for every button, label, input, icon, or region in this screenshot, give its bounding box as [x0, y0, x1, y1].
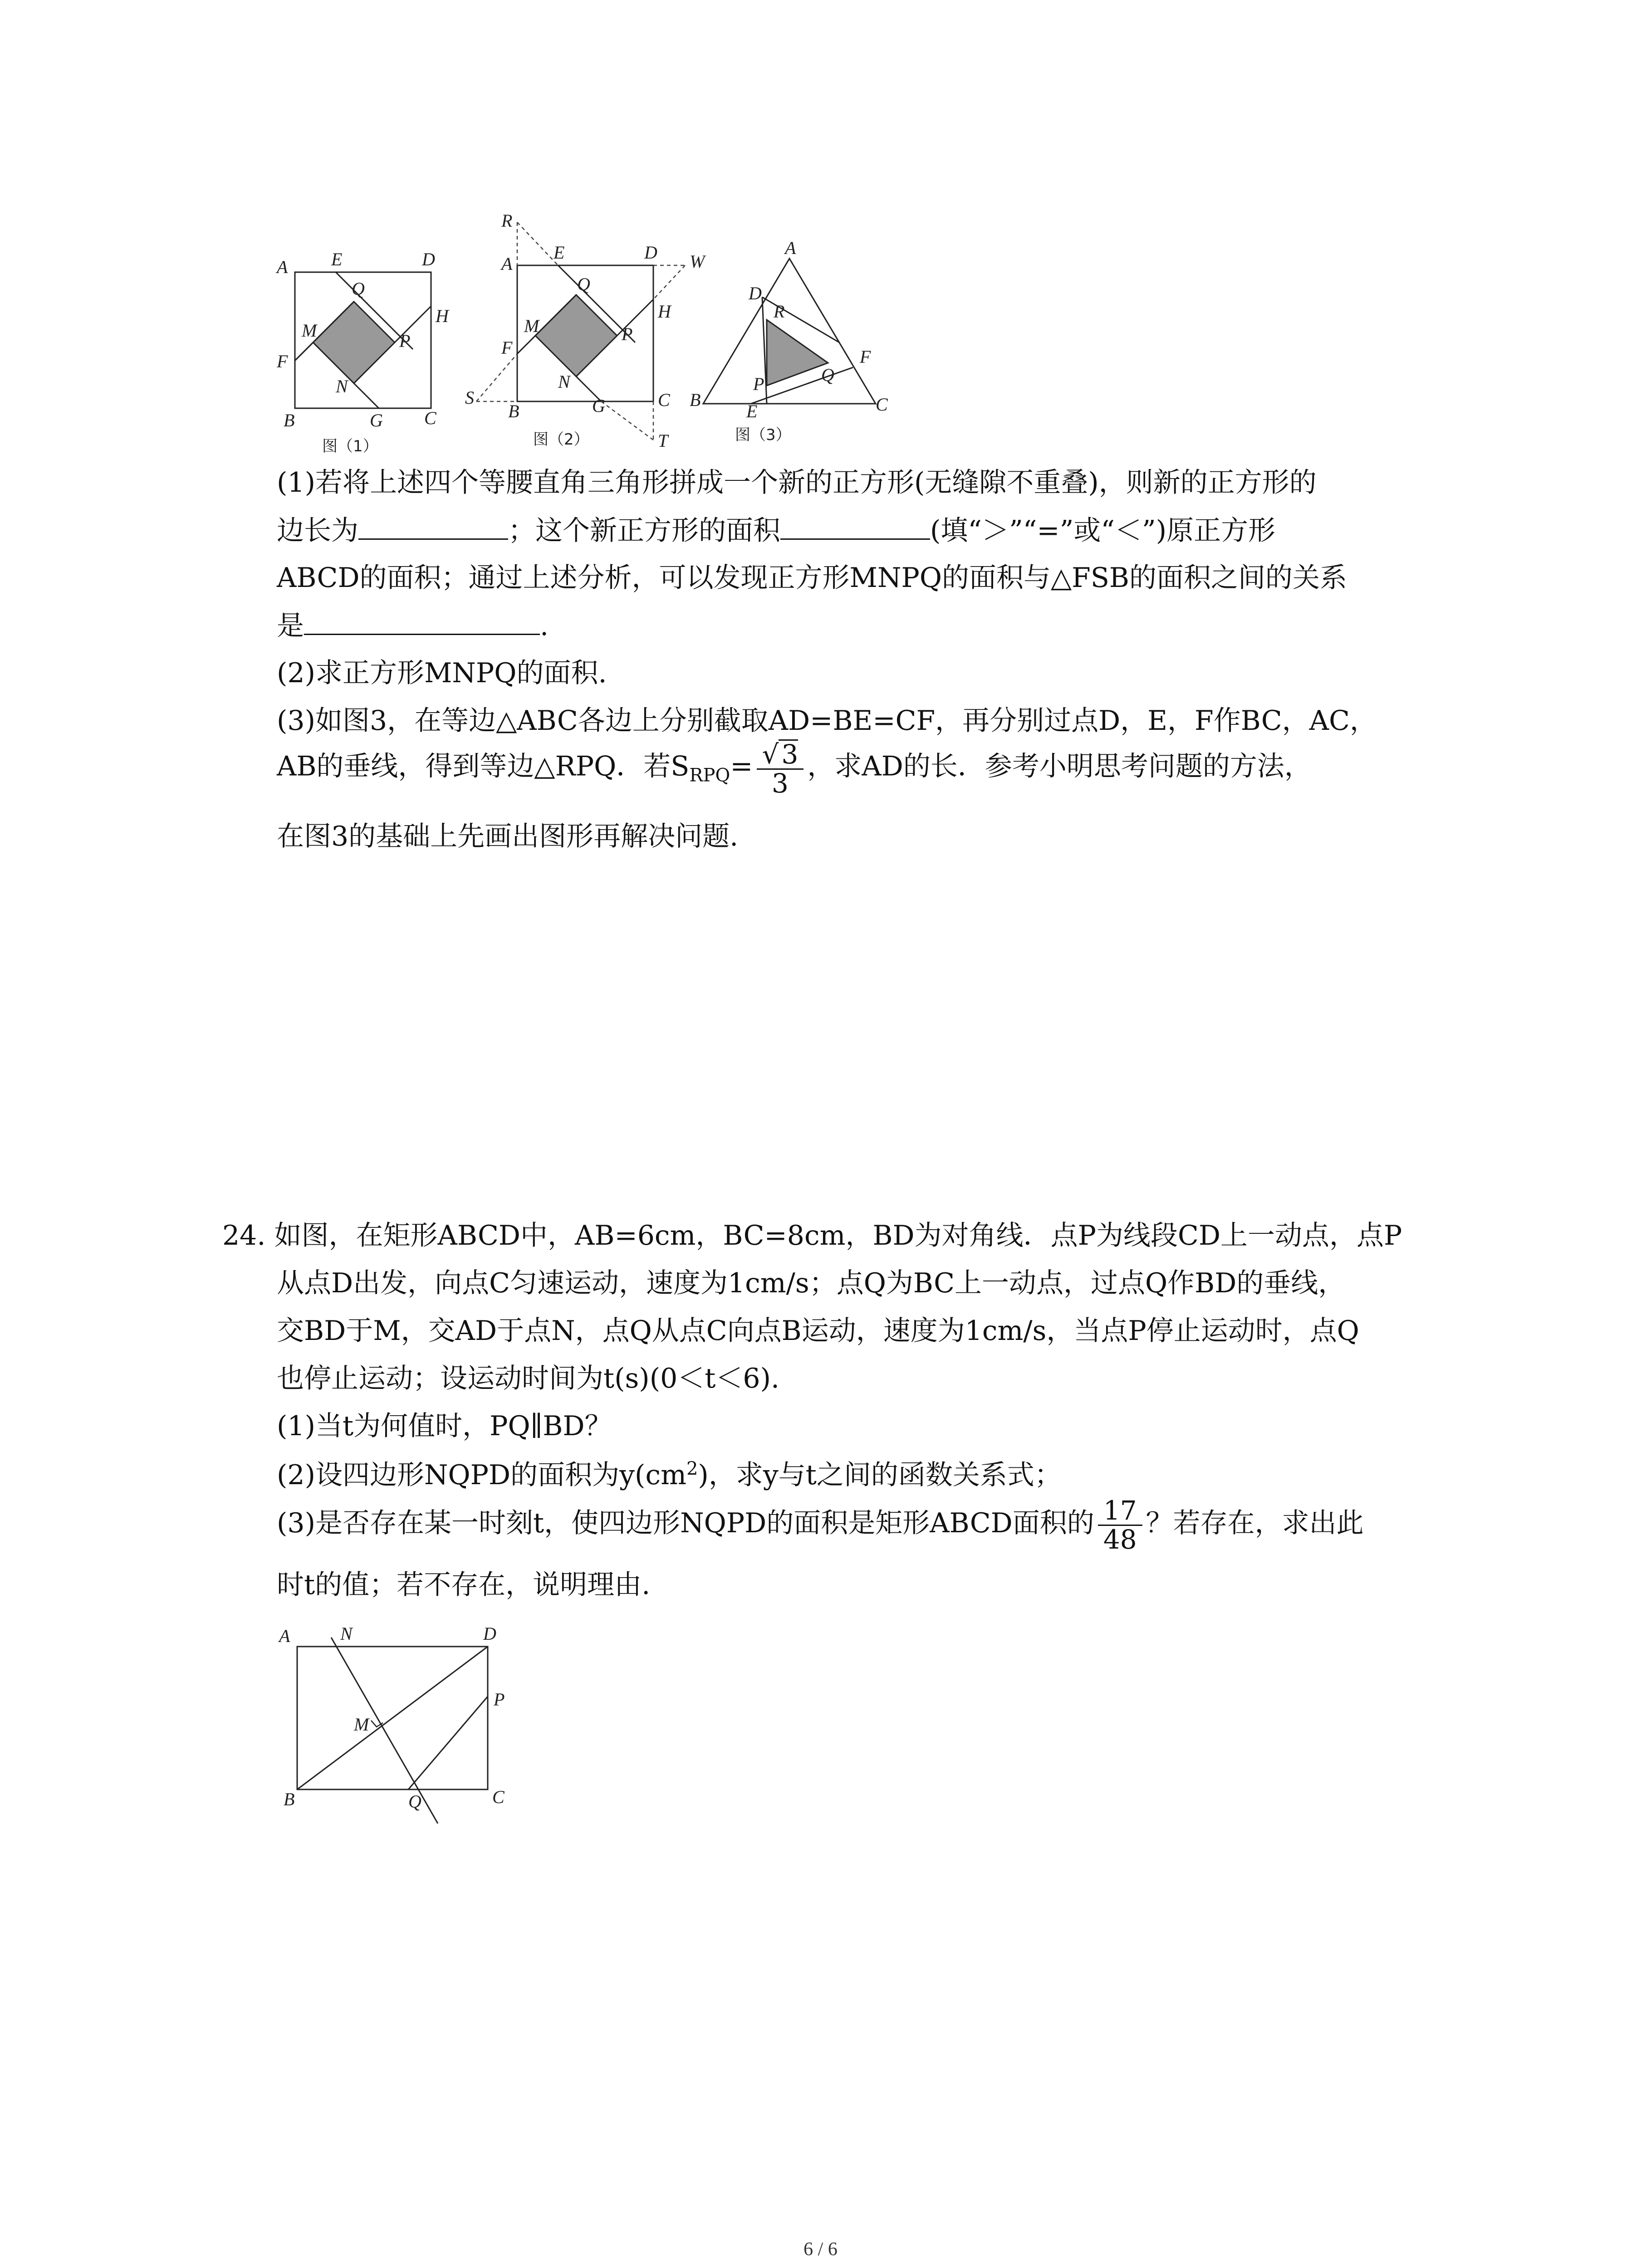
page-number: 6 / 6 — [803, 2239, 838, 2260]
fig3-caption: 图（3） — [735, 426, 791, 444]
fig3-label-p: P — [753, 374, 764, 394]
q24-part3-line2: 时t的值；若不存在，说明理由. — [277, 1569, 651, 1601]
fig3-label-f: F — [860, 347, 871, 367]
fig2-label-m: M — [524, 316, 539, 336]
blank-area-relation[interactable] — [304, 610, 540, 635]
fig3-label-b: B — [690, 390, 701, 410]
q24-line3: 交BD于M，交AD于点N，点Q从点C向点B运动，速度为1cm/s，当点P停止运动时，点Q — [277, 1315, 1359, 1347]
fig2-label-e: E — [554, 242, 565, 263]
fig2-label-b: B — [508, 401, 519, 421]
fig2-label-f: F — [501, 337, 513, 358]
q23-part3-line3: 在图3的基础上先画出图形再解决问题. — [277, 821, 739, 852]
q23-part1-line2: 边长为 ；这个新正方形的面积 (填“＞”“=”或“＜”)原正方形 — [277, 515, 1276, 547]
fig2-label-s: S — [465, 387, 474, 408]
q24-part3-line1: (3)是否存在某一时刻t，使四边形NQPD的面积是矩形ABCD面积的 $\frac{17}{48}$ ？若存在，求出此 — [277, 1495, 1364, 1555]
fig2-label-r: R — [501, 210, 513, 231]
fig1-label-e: E — [331, 249, 343, 269]
q24-line2: 从点D出发，向点C匀速运动，速度为1cm/s；点Q为BC上一动点，过点Q作BD的垂线， — [277, 1267, 1346, 1299]
fig1-label-h: H — [436, 306, 449, 326]
fig2-label-n: N — [558, 371, 570, 392]
fig1-label-n: N — [336, 376, 348, 396]
q24-line4: 也停止运动；设运动时间为t(s)(0＜t＜6). — [277, 1363, 780, 1394]
fig1-label-d: D — [422, 249, 435, 269]
fig3-label-a: A — [785, 238, 796, 258]
q24-fig-label-d: D — [483, 1623, 496, 1644]
fig2-label-h: H — [658, 301, 671, 322]
q24-fig-label-p: P — [494, 1689, 505, 1710]
fig1-label-c: C — [424, 408, 436, 428]
blank-area-compare[interactable] — [780, 515, 930, 540]
q24-fig-label-c: C — [492, 1787, 505, 1807]
fig3-label-q: Q — [821, 365, 834, 385]
figure-q24-rectangle — [272, 1619, 526, 1837]
q23-part1-line4: 是 . — [277, 610, 549, 642]
fig1-label-q: Q — [352, 279, 365, 299]
fig3-label-r: R — [774, 301, 785, 322]
q24-fig-label-a: A — [279, 1626, 290, 1646]
fig3-label-e: E — [746, 401, 758, 421]
q24-part1: (1)当t为何值时，PQ∥BD？ — [277, 1410, 612, 1442]
fig2-label-c: C — [658, 390, 670, 410]
q24-part2: (2)设四边形NQPD的面积为$y(cm^2)$，求y与t之间的函数关系式； — [277, 1458, 1062, 1491]
q24-fig-label-q: Q — [408, 1791, 421, 1812]
figure-1 — [268, 240, 458, 458]
fig2-label-g: G — [592, 396, 605, 416]
fig1-label-p: P — [399, 331, 411, 351]
fig1-label-m: M — [302, 320, 317, 341]
q23-part1-line1: (1)若将上述四个等腰直角三角形拼成一个新的正方形(无缝隙不重叠)，则新的正方形的 — [277, 467, 1317, 499]
fig3-label-d: D — [749, 283, 762, 303]
fig1-label-a: A — [277, 257, 288, 277]
q24-line1: 24. 如图，在矩形ABCD中，AB=6cm，BC=8cm，BD为对角线．点P为线段CD上一动点，点P — [222, 1220, 1402, 1251]
q23-part2: (2)求正方形MNPQ的面积. — [277, 657, 607, 689]
q23-part3-line2: AB的垂线，得到等边△RPQ．若$S_{RPQ}=$ $\frac{√ 3}{3}$ ，求AD的长．参考小明思考问题的方法， — [277, 739, 1312, 799]
fraction-sqrt3-over-3: $\frac{√ 3}{3}$ — [757, 739, 804, 797]
q24-fig-label-m: M — [354, 1714, 369, 1735]
fig3-label-c: C — [876, 394, 888, 415]
fig1-caption: 图（1） — [322, 437, 378, 455]
fig2-label-w: W — [690, 251, 705, 272]
fig2-label-t: T — [658, 430, 668, 451]
fig2-label-a: A — [501, 254, 513, 274]
fig2-label-p: P — [622, 324, 633, 344]
fig2-label-q: Q — [577, 274, 590, 294]
fig1-label-g: G — [370, 410, 383, 430]
fig2-label-d: D — [644, 242, 657, 263]
fig2-caption: 图（2） — [533, 430, 589, 449]
q24-fig-label-n: N — [340, 1623, 353, 1644]
fig1-label-b: B — [284, 410, 295, 430]
q24-fig-label-b: B — [284, 1789, 295, 1809]
q23-part1-line3: ABCD的面积；通过上述分析，可以发现正方形MNPQ的面积与△FSB的面积之间的关系 — [277, 562, 1347, 594]
figure-3 — [685, 236, 921, 449]
fraction-17-over-48: $\frac{17}{48}$ — [1098, 1497, 1142, 1554]
blank-side-length[interactable] — [358, 515, 508, 540]
q23-part3-line1: (3)如图3，在等边△ABC各边上分别截取AD=BE=CF，再分别过点D，E，F作BC，AC， — [277, 705, 1377, 737]
fig1-label-f: F — [277, 351, 288, 371]
